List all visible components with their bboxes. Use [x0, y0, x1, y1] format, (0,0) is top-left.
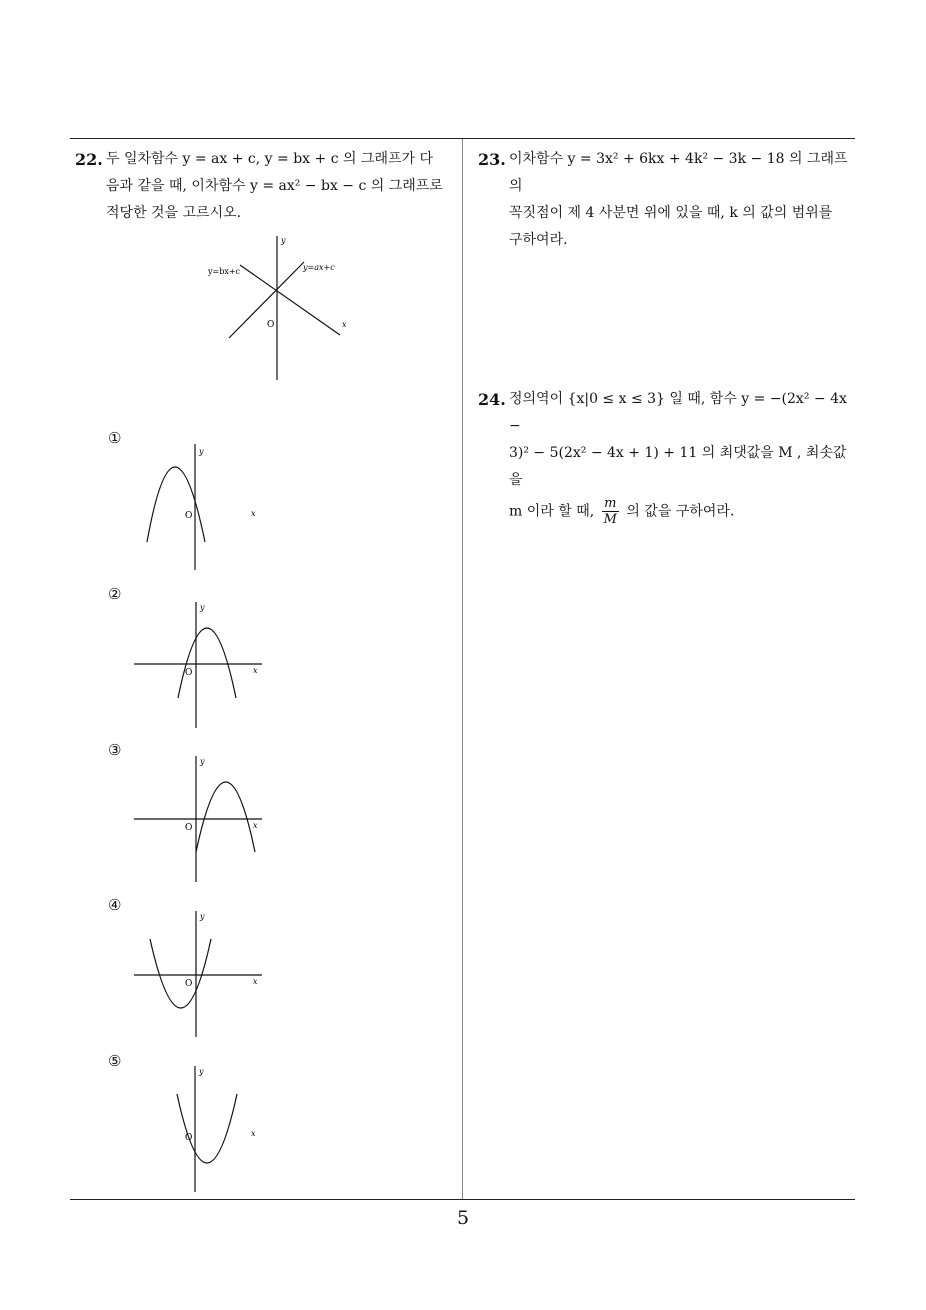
text-line: [509, 496, 859, 527]
choice-3-graph: [130, 752, 270, 887]
question-text: [509, 386, 859, 527]
origin-label: O: [185, 511, 193, 521]
text-line: 음과 같을 때, 이차함수 y = ax² − bx − c 의 그래프로: [106, 178, 443, 194]
question-text: [106, 146, 466, 227]
y-axis-label: y: [281, 236, 286, 245]
y-axis-label: y: [200, 757, 205, 766]
page-number: 5: [456, 1207, 470, 1229]
origin-label: O: [185, 979, 193, 989]
choice-2-label: ②: [108, 585, 122, 603]
choice-1-label: ①: [108, 429, 122, 447]
text-line: 이차함수 y = 3x² + 6kx + 4k² − 3k − 18 의 그래프의: [509, 151, 848, 194]
choice-5-label: ⑤: [108, 1052, 122, 1070]
text-line: 구하여라.: [509, 232, 568, 248]
question-number: 23.: [478, 150, 506, 169]
fraction-numerator: m: [602, 496, 619, 512]
y-axis-label: y: [200, 912, 205, 921]
fraction-denominator: M: [603, 512, 617, 527]
text-line: 적당한 것을 고르시오.: [106, 205, 242, 221]
choice-2-graph: [130, 598, 270, 733]
origin-label: O: [185, 823, 193, 833]
x-axis-label: x: [253, 821, 258, 830]
choice-1-graph: [140, 440, 270, 575]
column-divider: [462, 139, 463, 1200]
x-axis-label: x: [251, 1129, 256, 1138]
question-text: [509, 146, 859, 254]
choice-5-graph: [140, 1062, 270, 1197]
question-number: 22.: [75, 150, 103, 169]
x-axis-label: x: [253, 977, 258, 986]
origin-label: O: [185, 1133, 193, 1143]
text-fragment: m 이라 할 때,: [509, 503, 595, 520]
choice-4-label: ④: [108, 896, 122, 914]
y-axis-label: y: [200, 603, 205, 612]
text-line: 정의역이 {x|0 ≤ x ≤ 3} 일 때, 함수 y = −(2x² − 4x −: [509, 391, 847, 434]
text-fragment: 의 값을 구하여라.: [626, 503, 735, 520]
y-axis-label: y: [199, 447, 204, 456]
x-axis-label: x: [253, 666, 258, 675]
question-number: 24.: [478, 390, 506, 409]
fraction-m-over-M: [602, 496, 619, 527]
choice-3-label: ③: [108, 741, 122, 759]
line-label-right: y=ax+c: [303, 263, 335, 272]
y-axis-label: y: [199, 1067, 204, 1076]
origin-label: O: [185, 668, 193, 678]
text-line: 꼭짓점이 제 4 사분면 위에 있을 때, k 의 값의 범위를: [509, 205, 833, 221]
origin-label: O: [267, 320, 275, 330]
choice-4-graph: [130, 907, 270, 1042]
bottom-rule: [70, 1199, 855, 1200]
text-line: 두 일차함수 y = ax + c, y = bx + c 의 그래프가 다: [106, 151, 434, 167]
given-lines-graph: [200, 230, 360, 385]
x-axis-label: x: [251, 509, 256, 518]
line-label-left: y=bx+c: [208, 267, 241, 276]
text-line: 3)² − 5(2x² − 4x + 1) + 11 의 최댓값을 M , 최솟값을: [509, 445, 847, 488]
x-axis-label: x: [342, 320, 347, 329]
